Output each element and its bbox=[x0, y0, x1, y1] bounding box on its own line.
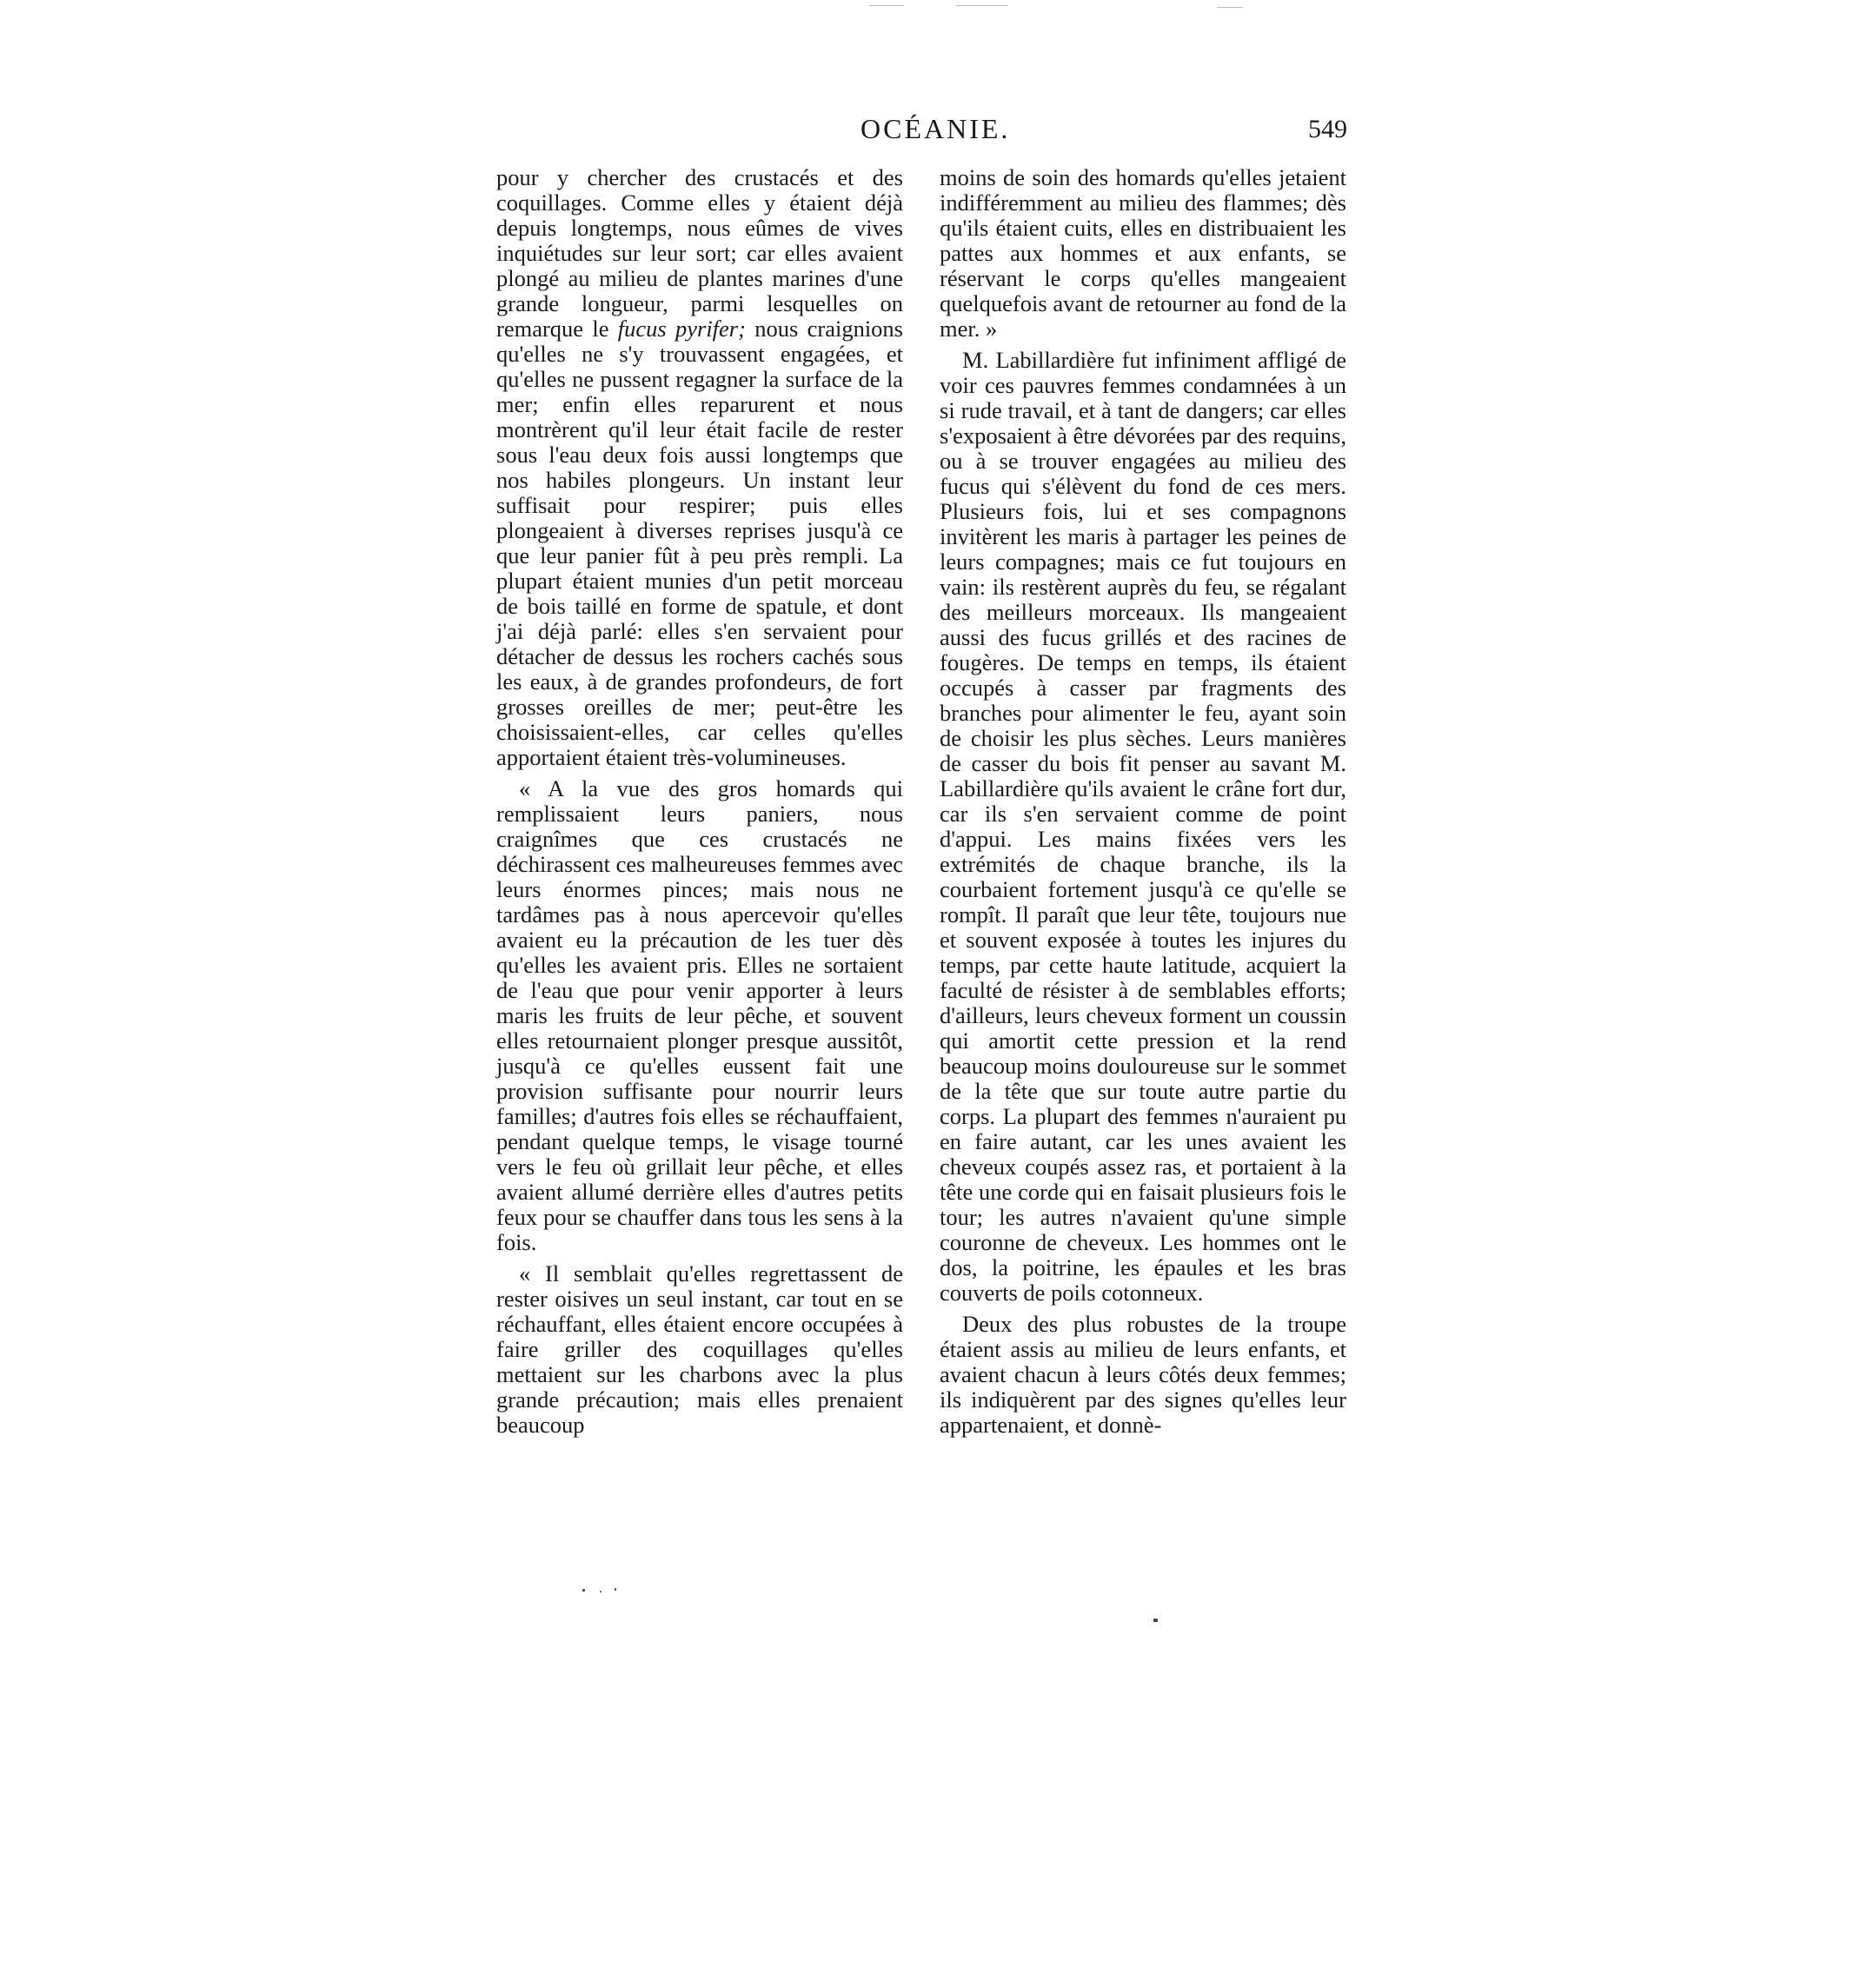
paragraph: Deux des plus robustes de la troupe étaient assis au milieu de leurs enfants, et avaient chacun à leurs côtés deux femmes; ils indiquèrent par des signes qu'elles leur appartenaient, et donnè- bbox=[940, 1311, 1346, 1438]
paragraph: M. Labillardière fut infiniment affligé de voir ces pauvres femmes condamnées à un si rude travail, et à tant de dangers; car elles s'exposaient à être dévorées par des requins, ou à se trouver engagées au milieu des fucus qui s'élèvent du fond de ces mers. Plusieurs fois, lui et ses compagnons invitèrent les maris à partager les peines de leurs compagnes; mais ce fut toujours en vain: ils restèrent auprès du feu, se régalant des meilleurs morceaux. Ils mangeaient aussi des fucus grillés et des racines de fougères. De temps en temps, ils étaient occupés à casser par fragments des branches pour alimenter le feu, ayant soin de choisir les plus sèches. Leurs manières de casser du bois fit penser au savant M. Labillardière qu'ils avaient le crâne fort dur, car ils s'en servaient comme de point d'appui. Les mains fixées vers les extrémités de chaque branche, ils la courbaient fortement jusqu'à ce qu'elle se rompît. Il paraît que leur tête, toujours nue et souvent exposée à toutes les injures du temps, par cette haute latitude, acquiert la faculté de résister à de semblables efforts; d'ailleurs, leurs cheveux forment un coussin qui amortit cette pression et la rend beaucoup moins douloureuse sur le sommet de la tête que sur toute autre partie du corps. La plupart des femmes n'auraient pu en faire autant, car les unes avaient les cheveux coupés assez ras, et portaient à la tête une corde qui en faisait plusieurs fois le tour; les autres n'avaient qu'une simple couronne de cheveux. Les hommes ont le dos, la poitrine, les épaules et les bras couverts de poils cotonneux. bbox=[940, 347, 1346, 1306]
scan-speck bbox=[600, 1591, 601, 1592]
paragraph: « A la vue des gros homards qui remplissaient leurs paniers, nous craignîmes que ces crustacés ne déchirassent ces malheureuses femmes avec leurs énormes pinces; mais nous ne tardâmes pas à nous apercevoir qu'elles avaient eu la précaution de les tuer dès qu'elles les avaient pris. Elles ne sortaient de l'eau que pour venir apporter à leurs maris les fruits de leur pêche, et souvent elles retournaient plonger presque aussitôt, jusqu'à ce qu'elles eussent fait une provision suffisante pour nourrir leurs familles; d'autres fois elles se réchauffaient, pendant quelque temps, le visage tourné vers le feu où grillait leur pêche, et elles avaient allumé derrière elles d'autres petits feux pour se chauffer dans tous les sens à la fois. bbox=[496, 775, 903, 1255]
scan-speck bbox=[582, 1589, 585, 1592]
scan-speck bbox=[1217, 7, 1243, 8]
paragraph: moins de soin des homards qu'elles jetaient indifféremment au milieu des flammes; dès qu'ils étaient cuits, elles en distribuaient les pattes aux hommes et aux enfants, se réservant le corps qu'elles mangeaient quelquefois avant de retourner au fond de la mer. » bbox=[940, 164, 1346, 342]
paragraph-text: pour y chercher des crustacés et des coquillages. Comme elles y étaient déjà depuis longtemps, nous eûmes de vives inquiétudes sur leur sort; car elles avaient plongé au milieu de plantes marines d'une grande longueur, parmi lesquelles on remarque le bbox=[496, 164, 903, 342]
running-title: OCÉANIE. bbox=[861, 113, 1011, 144]
paragraph-text: nous craignions qu'elles ne s'y trouvassent engagées, et qu'elles ne pussent regagner la surface de la mer; enfin elles reparurent et nous montrèrent qu'il leur était facile de rester sous l'eau deux fois aussi longtemps que nos habiles plongeurs. Un instant leur suffisait pour respirer; puis elles plongeaient à diverses reprises jusqu'à ce que leur panier fût à peu près rempli. La plupart étaient munies d'un petit morceau de bois taillé en forme de spatule, et dont j'ai déjà parlé: elles s'en servaient pour détacher de dessus les rochers cachés sous les eaux, à de grandes profondeurs, de fort grosses oreilles de mer; peut-être les choisissaient-elles, car celles qu'elles apportaient étaient très-volumineuses. bbox=[496, 316, 903, 770]
left-column bbox=[496, 165, 903, 1438]
scan-speck bbox=[956, 5, 1008, 6]
scan-speck bbox=[869, 5, 904, 6]
paragraph bbox=[496, 165, 903, 770]
scan-speck bbox=[615, 1588, 616, 1591]
page-number: 549 bbox=[1308, 115, 1347, 143]
right-column bbox=[940, 165, 1346, 1438]
paragraph: « Il semblait qu'elles regrettassent de rester oisives un seul instant, car tout en se réchauffant, elles étaient encore occupées à faire griller des coquillages qu'elles mettaient sur les charbons avec la plus grande précaution; mais elles prenaient beaucoup bbox=[496, 1260, 903, 1438]
italic-term: fucus pyrifer; bbox=[617, 316, 746, 342]
page-header bbox=[495, 113, 1347, 156]
scan-speck bbox=[1153, 1619, 1158, 1622]
